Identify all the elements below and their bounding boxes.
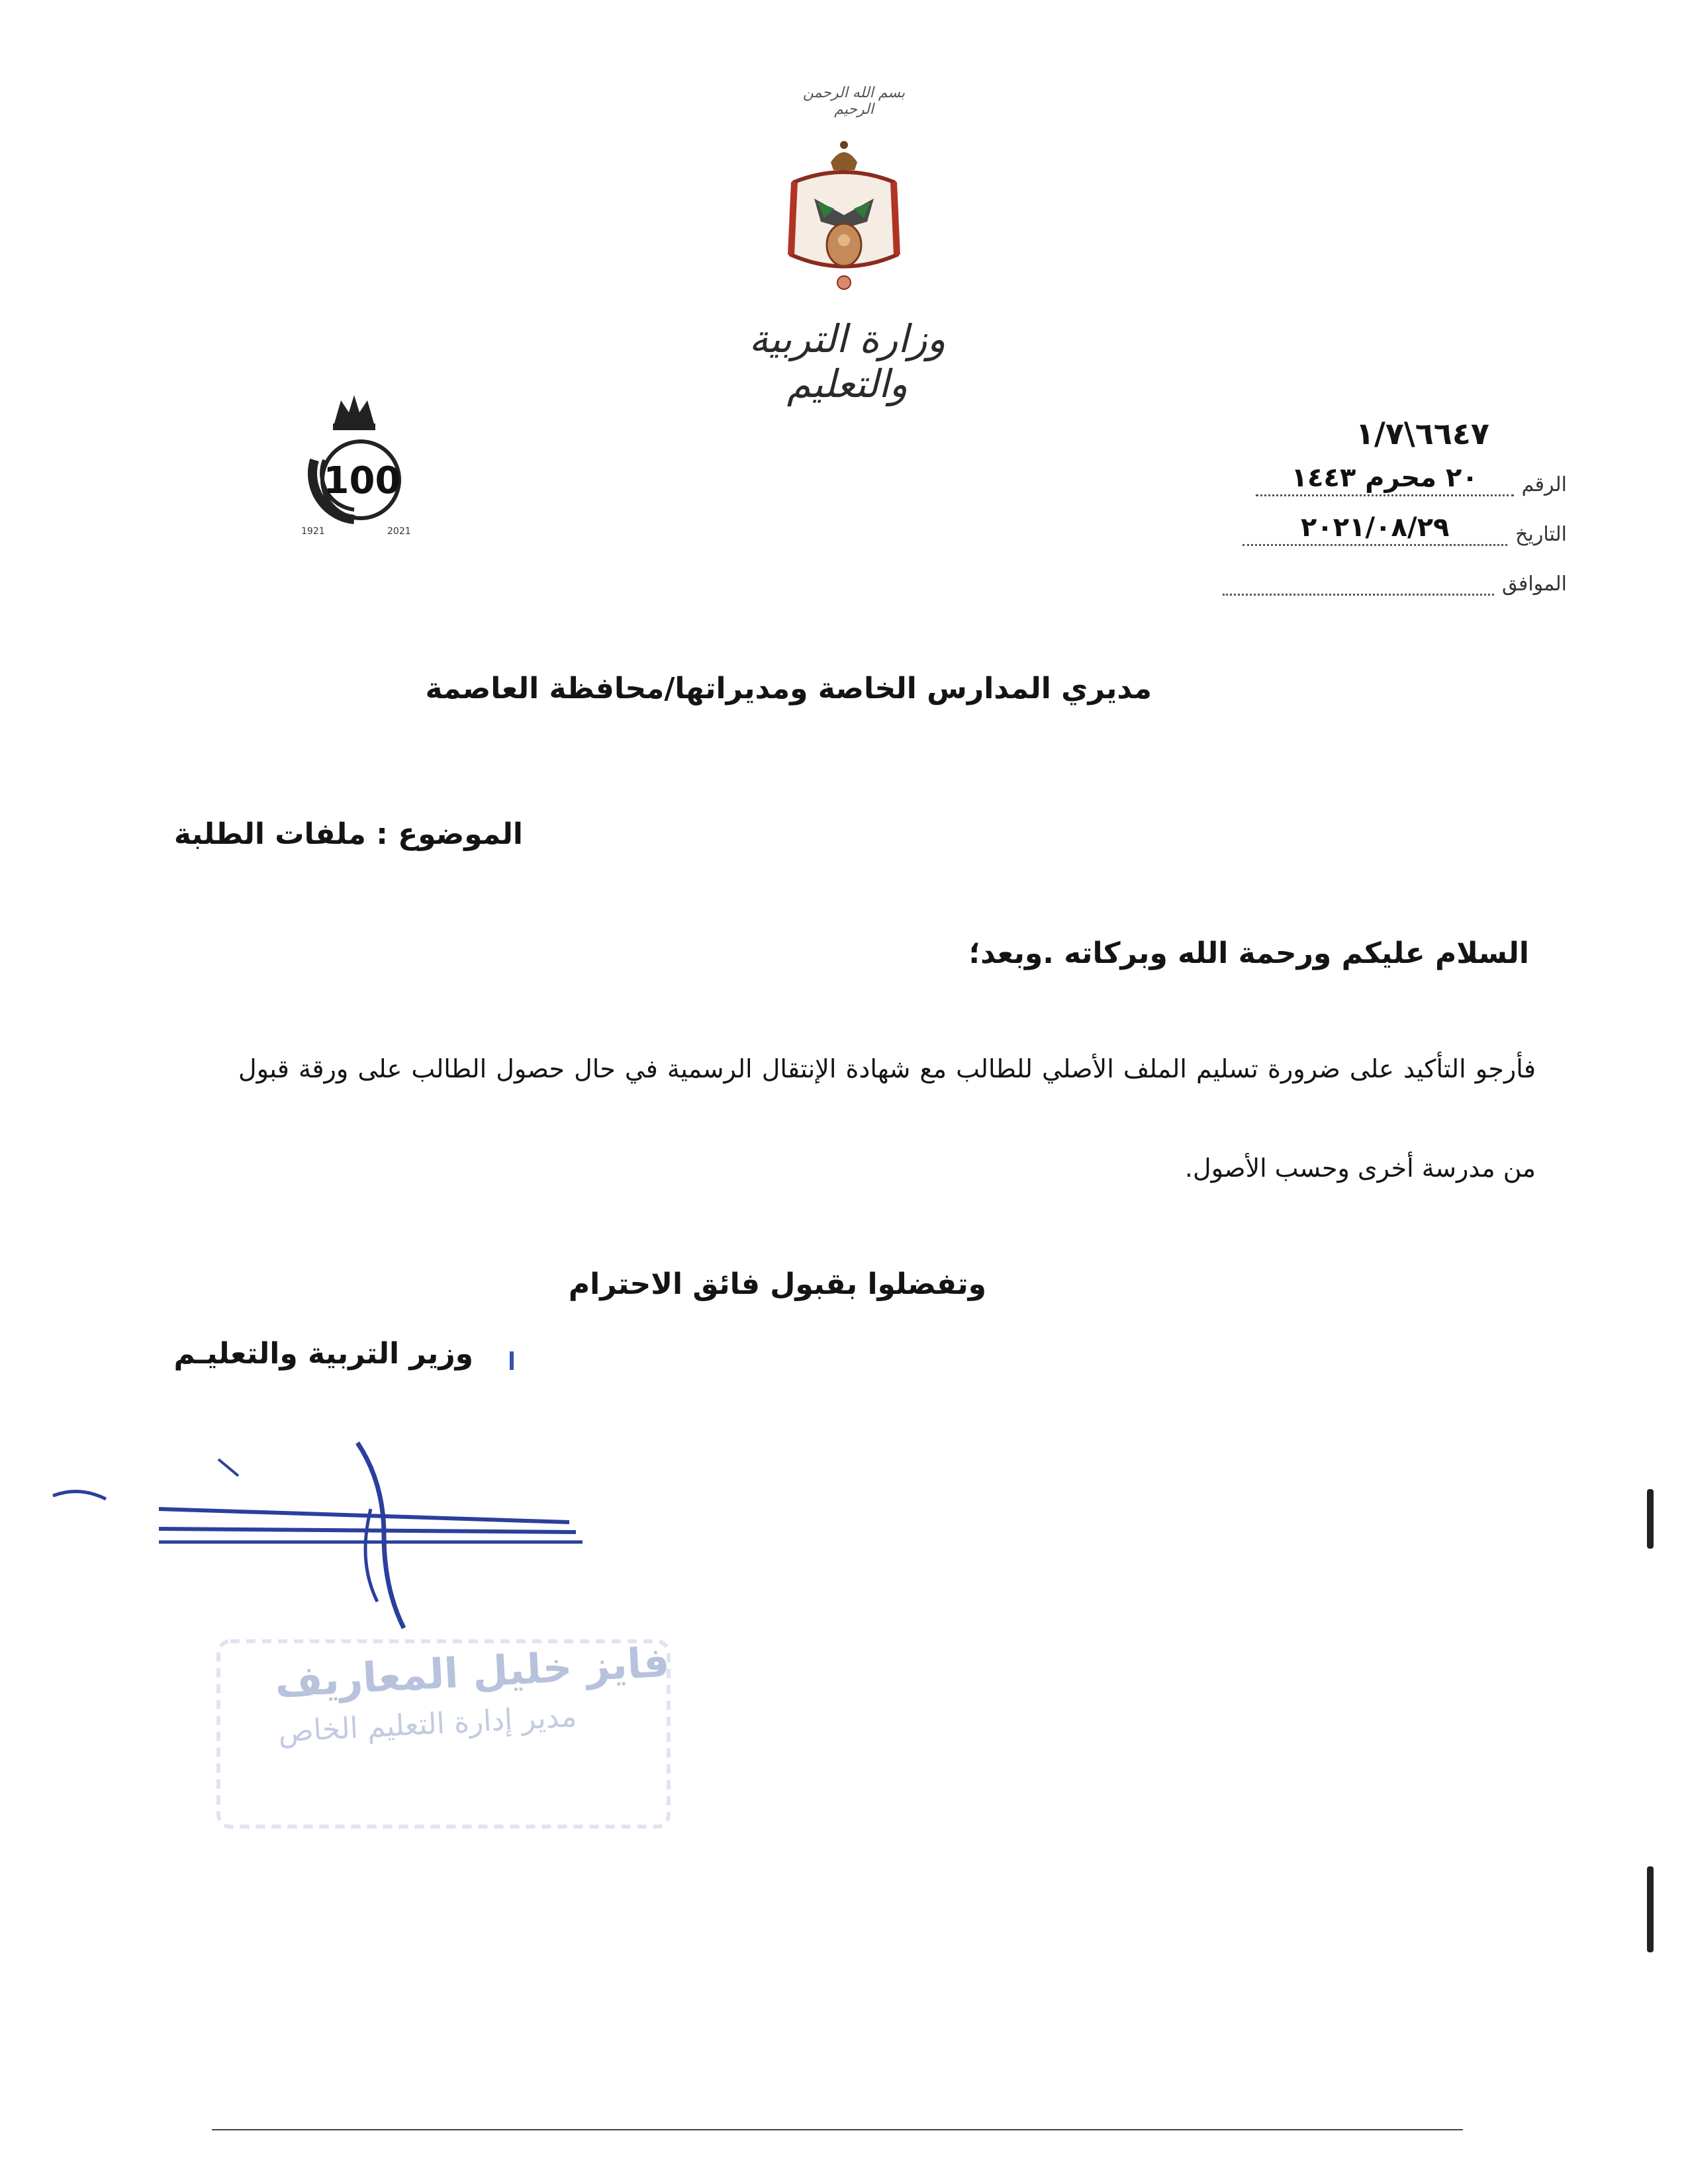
closing-line: وتفضلوا بقبول فائق الاحترام xyxy=(568,1267,986,1301)
body-paragraph: فأرجو التأكيد على ضرورة تسليم الملف الأصلي للطالب مع شهادة الإنتقال الرسمية في حال حصول الطالب على ورقة قبول من مدرسة أخرى وحسب الأصول. xyxy=(238,1054,1536,1183)
corresponding-label: الموافق xyxy=(1501,572,1567,596)
pen-mark xyxy=(510,1351,514,1370)
centenary-year-start: 1921 xyxy=(301,526,325,537)
centenary-100-logo-icon xyxy=(288,387,420,543)
corresponding-row xyxy=(1223,556,1567,596)
reference-label: الرقم xyxy=(1521,473,1567,496)
subject-line: الموضوع : ملفات الطلبة xyxy=(173,817,523,851)
stamp-title: مدير إدارة التعليم الخاص xyxy=(277,1700,578,1749)
centenary-number: 100 xyxy=(323,459,401,502)
minister-title: وزير التربية والتعليـم xyxy=(173,1337,473,1371)
hijri-date-value: ٢٠ محرم ١٤٤٣ xyxy=(1291,463,1478,493)
reference-dotted-field xyxy=(1256,463,1514,496)
jordan-coat-of-arms-icon xyxy=(778,136,910,298)
date-label: التاريخ xyxy=(1515,523,1567,546)
gregorian-date-value: ٢٠٢١/٠٨/٢٩ xyxy=(1300,512,1450,543)
centenary-year-end: 2021 xyxy=(387,526,411,537)
handwritten-signature xyxy=(40,1430,635,1641)
reference-number-top: ٦٦٤٧\١/٧ xyxy=(1355,416,1489,451)
reference-row xyxy=(1256,457,1567,496)
scan-edge-mark xyxy=(1647,1866,1654,1952)
corresponding-dotted-field xyxy=(1223,562,1494,596)
ministry-logo-text: وزارة التربية والتعليم xyxy=(749,316,946,406)
scan-edge-mark xyxy=(1647,1489,1654,1549)
date-row xyxy=(1243,506,1567,546)
recipient-line: مديري المدارس الخاصة ومديراتها/محافظة العاصمة xyxy=(425,672,1152,705)
basmala: بسم الله الرحمن الرحيم xyxy=(802,85,906,118)
salutation: السلام عليكم ورحمة الله وبركاته .وبعد؛ xyxy=(968,936,1529,970)
stamp-name: فايز خليل المعاريف xyxy=(273,1637,671,1707)
date-dotted-field xyxy=(1243,512,1507,546)
footer-rule xyxy=(212,2129,1463,2130)
